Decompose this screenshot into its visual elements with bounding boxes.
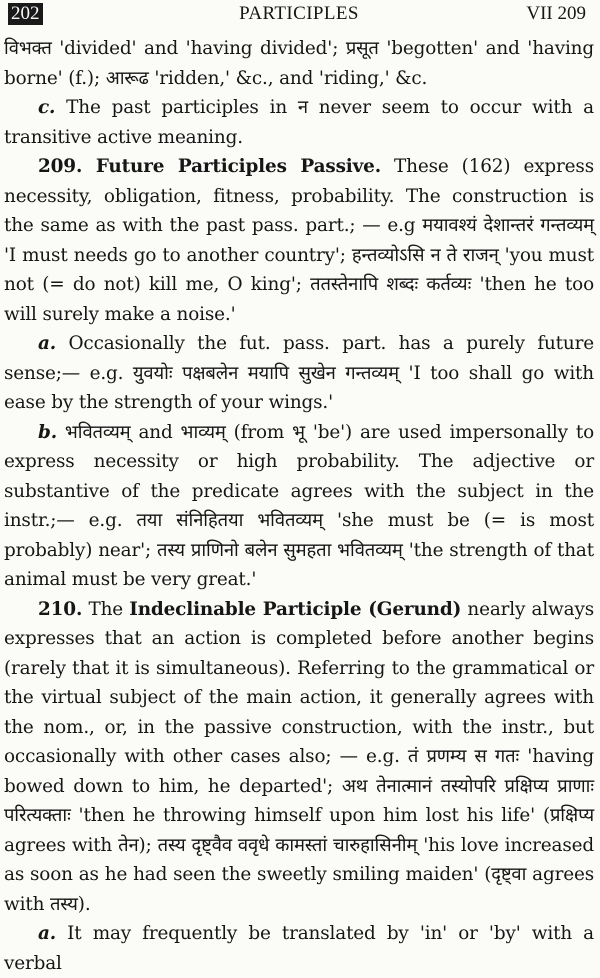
text-run: nearly always expresses that an action is completed before another begins (rarely that it is simultaneous). Referring to the grammatical or the virtual subject of the main action, it generally agrees with the nom., or, in the passive construction, with the instr., but occasionally with other cases also; — e.g. तं प्रणम्य स गतः 'having bowed down to him, he departed'; अथ तेनात्मानं तस्योपरि प्रक्षिप्य प्राणाः परित्यक्ताः 'then he throwing himself upon him lost his life' (प्रक्षिप्य agrees with तेन); तस्य दृष्ट्वैव ववृधे कामस्तां चारुहासिनीम् 'his love increased as soon as he had seen the sweetly smiling maiden' (दृष्ट्वा agrees with तस्य).	[4, 598, 594, 915]
text-run: Occasionally the fut. pass. part. has a purely future sense;— e.g. युवयोः पक्षबलेन मयापि सुखेन गन्तव्यम् 'I too shall go with ease by the strength of your wings.'	[4, 333, 594, 413]
paragraph	[4, 152, 594, 329]
section-reference: VII 209	[526, 3, 586, 24]
paragraph	[4, 34, 594, 93]
item-letter: a.	[38, 923, 57, 944]
item-letter: a.	[38, 333, 57, 354]
paragraph	[4, 93, 594, 152]
item-letter: c.	[38, 97, 56, 118]
bold-text: 210.	[38, 598, 83, 620]
text-run: It may frequently be translated by 'in' or 'by' with a verbal	[4, 923, 594, 974]
text-run: विभक्त 'divided' and 'having divided'; प्रसूत 'begotten' and 'having borne' (f.); आरूढ 'ridden,' &c., and 'riding,' &c.	[4, 38, 594, 89]
paragraph	[4, 919, 594, 978]
page-number: 202	[8, 3, 43, 25]
paragraph	[4, 329, 594, 418]
text-run: These (162) express necessity, obligation, fitness, probability. The construction is the same as with the past pass. part.; — e.g मयावश्यं देशान्तरं गन्तव्यम् 'I must needs go to another country'; हन्तव्योऽसि न ते राजन् 'you must not (= do not) kill me, O king'; ततस्तेनापि शब्दः कर्तव्यः 'then he too will surely make a noise.'	[4, 156, 594, 325]
body-text	[4, 34, 594, 978]
bold-text: 209. Future Participles Passive.	[38, 156, 381, 177]
text-run: The past participles in न never seem to occur with a transitive active meaning.	[4, 97, 594, 148]
item-letter: b.	[38, 421, 57, 443]
text-run: भवितव्यम् and भाव्यम् (from भू 'be') are used impersonally to express necessity or high probability. The adjective or substantive of the predicate agrees with the subject in the instr.;— e.g. तया संनिहितया भवितव्यम् 'she must be (= is most probably) near'; तस्य प्राणिनो बलेन सुमहता भवितव्यम् 'the strength of that animal must be very great.'	[4, 421, 594, 590]
running-header	[4, 0, 594, 34]
bold-text: Indeclinable Participle (Gerund)	[129, 598, 462, 620]
text-run: The	[82, 598, 130, 620]
paragraph	[4, 595, 594, 920]
chapter-title: PARTICIPLES	[239, 3, 359, 24]
paragraph	[4, 418, 594, 595]
